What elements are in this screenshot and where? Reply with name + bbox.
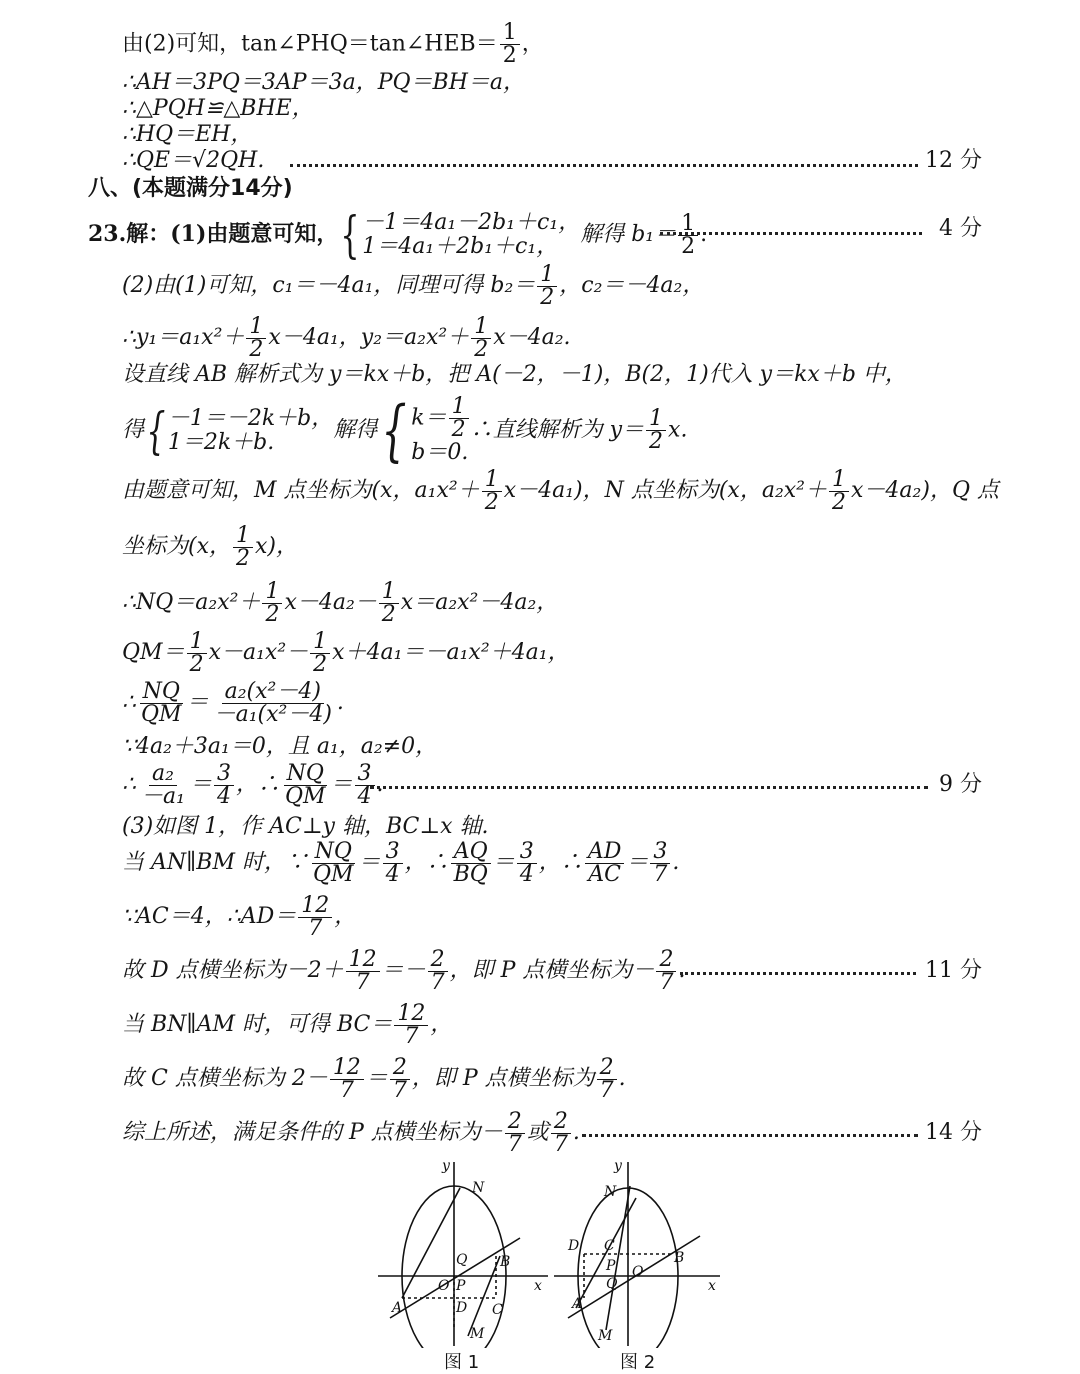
- fraction: [211, 678, 335, 727]
- text: x－4a₂－: [284, 590, 377, 615]
- denominator: 2: [236, 545, 250, 571]
- line-mn: [122, 466, 999, 516]
- equals: ＝: [189, 772, 212, 797]
- numerator: 3: [517, 841, 537, 864]
- numerator: 12: [298, 895, 332, 918]
- text: .: [678, 958, 686, 983]
- text: .: [672, 850, 680, 875]
- text: x－4a₁，y₂＝a₂x²＋: [268, 325, 470, 350]
- fraction: [597, 1054, 617, 1103]
- text: .: [700, 222, 708, 247]
- text: .: [336, 690, 344, 715]
- label-b: B: [674, 1250, 685, 1266]
- line-y: [122, 314, 571, 362]
- denominator: 2: [249, 336, 264, 362]
- fraction: [138, 760, 188, 809]
- equation: 1＝4a₁＋2b₁＋c₁，: [362, 234, 559, 259]
- text: 坐标为(x，: [122, 534, 231, 559]
- text: .: [572, 1120, 580, 1145]
- text: ＝: [365, 1066, 388, 1091]
- fraction: [138, 678, 185, 727]
- fraction: [282, 760, 329, 809]
- numerator: 3: [650, 841, 670, 864]
- text: 解得 b₁＝: [580, 222, 677, 247]
- denominator: QM: [141, 701, 182, 727]
- dot-leader: [582, 1134, 918, 1137]
- equals: ＝: [330, 772, 353, 797]
- denominator: 7: [355, 969, 370, 995]
- numerator: 1: [233, 525, 253, 548]
- denominator: 7: [392, 1077, 407, 1103]
- denominator: 7: [308, 915, 323, 941]
- numerator: 1: [187, 631, 207, 654]
- score-11: 11 分: [925, 958, 982, 983]
- label-b: B: [500, 1254, 511, 1270]
- score-12: 12 分: [925, 148, 982, 173]
- label-x: x: [708, 1278, 716, 1294]
- numerator: 1: [829, 469, 849, 492]
- line-bn-am: [122, 1000, 452, 1050]
- text: (2)由(1)可知，c₁＝－4a₁，同理可得 b₂＝: [122, 273, 536, 298]
- text: 得: [122, 417, 145, 443]
- numerator: a₂: [149, 763, 177, 786]
- numerator: 1: [449, 396, 469, 419]
- line-qe: ∴QE＝√2QH.: [122, 148, 265, 173]
- text: 综上所述，满足条件的 P 点横坐标为－: [122, 1120, 503, 1145]
- denominator: 2: [451, 417, 466, 442]
- text: x＋4a₁＝－a₁x²＋4a₁，: [332, 640, 570, 665]
- numerator: AQ: [451, 841, 491, 864]
- fraction: [346, 946, 380, 995]
- text: ，: [521, 31, 544, 57]
- denominator: QM: [312, 861, 354, 887]
- numerator: 2: [505, 1111, 525, 1134]
- text: ，: [430, 1012, 453, 1037]
- fraction: [585, 838, 625, 887]
- denominator: 2: [313, 651, 328, 677]
- fraction: [537, 261, 557, 310]
- text: ＝－: [381, 958, 426, 983]
- score-14: 14 分: [925, 1120, 982, 1145]
- fraction: [262, 578, 282, 627]
- denominator: 7: [659, 969, 674, 995]
- dot-leader: [680, 972, 916, 975]
- fraction: [517, 838, 537, 887]
- numerator: 1: [310, 631, 330, 654]
- numerator: NQ: [312, 841, 355, 864]
- equation-system: [411, 396, 470, 465]
- text: ，∴: [235, 772, 280, 797]
- denominator: 2: [484, 489, 499, 515]
- denominator: －a₁(x²－4): [213, 701, 332, 727]
- text: x－a₁x²－: [208, 640, 309, 665]
- equation: [411, 396, 470, 441]
- denominator: 2: [474, 336, 489, 362]
- fraction: [246, 313, 266, 362]
- line-congruent: ∴△PQH≌△BHE，: [122, 96, 314, 121]
- numerator: 1: [379, 581, 399, 604]
- line-ratio-result: [122, 760, 384, 810]
- line-tan: [122, 22, 544, 67]
- line-c-x: [122, 1054, 626, 1104]
- numerator: 1: [482, 469, 502, 492]
- text: x－4a₁)，N 点坐标为(x，a₂x²＋: [503, 478, 828, 503]
- label-m: M: [598, 1328, 613, 1344]
- denominator: 4: [216, 783, 231, 809]
- equals: ＝: [492, 850, 515, 875]
- denominator: 7: [653, 861, 668, 887]
- dot-leader: [370, 786, 928, 789]
- denominator: 2: [502, 43, 517, 68]
- text: ，∴: [538, 850, 583, 875]
- numerator: 1: [500, 22, 520, 45]
- numerator: 12: [346, 949, 380, 972]
- line-ab: 设直线 AB 解析式为 y＝kx＋b，把 A(－2，－1)，B(2，1)代入 y＝kx＋b 中，: [122, 362, 907, 387]
- label-a: A: [572, 1296, 583, 1312]
- label-c: C: [604, 1238, 615, 1254]
- text: .: [376, 772, 384, 797]
- text: ，即 P 点横坐标为－: [449, 958, 655, 983]
- brace: {: [340, 206, 360, 264]
- text: 由题意可知，M 点坐标为(x，a₁x²＋: [122, 478, 480, 503]
- fraction: [390, 1054, 410, 1103]
- denominator: 2: [265, 601, 280, 627]
- line-hq: ∴HQ＝EH，: [122, 122, 253, 147]
- equation-system: [168, 407, 333, 455]
- fraction: [551, 1108, 571, 1157]
- line-solve-k: [122, 391, 688, 469]
- numerator: AD: [585, 841, 625, 864]
- denominator: 7: [599, 1077, 614, 1103]
- denominator: 2: [381, 601, 396, 627]
- label-y: y: [614, 1158, 622, 1174]
- fraction: [214, 760, 234, 809]
- q23-part1: [88, 206, 708, 264]
- denominator: 7: [507, 1131, 522, 1157]
- denominator: 7: [339, 1077, 354, 1103]
- text: 解得: [333, 417, 378, 443]
- numerator: a₂(x²－4): [222, 681, 324, 704]
- numerator: 3: [355, 763, 375, 786]
- text: 由(2)可知，tan∠PHQ＝tan∠HEB＝: [122, 31, 498, 57]
- numerator: 2: [551, 1111, 571, 1134]
- numerator: NQ: [284, 763, 327, 786]
- line-an: [402, 1188, 460, 1298]
- text: .: [618, 1066, 626, 1091]
- denominator: 2: [681, 233, 696, 259]
- text: 当 BN∥AM 时，可得 BC＝: [122, 1012, 393, 1037]
- numerator: 3: [214, 763, 234, 786]
- label-n: N: [472, 1180, 485, 1196]
- fraction: [233, 522, 253, 571]
- line-part3: (3)如图 1，作 AC⊥y 轴，BC⊥x 轴.: [122, 814, 489, 839]
- fraction: [428, 946, 448, 995]
- fraction: [298, 892, 332, 941]
- line-c1: [122, 262, 704, 310]
- fraction: [449, 396, 469, 441]
- text: ∵AC＝4，∴AD＝: [122, 904, 297, 929]
- fraction: [505, 1108, 525, 1157]
- label-x: x: [534, 1278, 542, 1294]
- denominator: AC: [588, 861, 621, 887]
- score-9: 9 分: [939, 772, 982, 797]
- equation: b＝0.: [411, 440, 469, 465]
- numerator: 1: [246, 316, 266, 339]
- fraction: [678, 210, 698, 259]
- fraction: [471, 313, 491, 362]
- denominator: QM: [284, 783, 326, 809]
- line-condition: ∵4a₂＋3a₁＝0，且 a₁，a₂≠0，: [122, 734, 438, 759]
- score-4: 4 分: [939, 216, 982, 241]
- label-m: M: [470, 1326, 485, 1342]
- line-ad: [122, 892, 356, 942]
- brace: {: [146, 401, 166, 460]
- line-ah: ∴AH＝3PQ＝3AP＝3a，PQ＝BH＝a，: [122, 70, 526, 95]
- section-heading: 八、(本题满分14分): [88, 176, 293, 201]
- label-y: y: [442, 1158, 450, 1174]
- numerator: 1: [646, 408, 666, 431]
- denominator: 4: [357, 783, 372, 809]
- fraction: [310, 838, 357, 887]
- numerator: 1: [471, 316, 491, 339]
- line-nq: [122, 578, 558, 628]
- figure-2: [550, 1158, 732, 1348]
- dot-leader: [660, 232, 922, 235]
- numerator: 12: [330, 1057, 364, 1080]
- line-q-coord: [122, 522, 298, 572]
- label-o: O: [632, 1264, 644, 1280]
- numerator: 1: [537, 264, 557, 287]
- label-p: P: [606, 1258, 616, 1274]
- label-o: O: [438, 1278, 450, 1294]
- text: ，: [334, 904, 357, 929]
- fraction: [656, 946, 676, 995]
- line-an-bm: [122, 838, 679, 888]
- label-c: C: [492, 1302, 503, 1318]
- numerator: 2: [428, 949, 448, 972]
- line-ratio: [122, 678, 344, 728]
- text: 当 AN∥BM 时，∵: [122, 850, 308, 875]
- numerator: 1: [678, 213, 698, 236]
- label-d: D: [568, 1238, 580, 1254]
- text: ，c₂＝－4a₂，: [559, 273, 705, 298]
- fraction: [330, 1054, 364, 1103]
- denominator: 2: [649, 429, 664, 454]
- line-summary: [122, 1108, 580, 1158]
- text: 故 C 点横坐标为 2－: [122, 1066, 328, 1091]
- text: x.: [668, 417, 688, 443]
- dot-leader: [290, 164, 918, 167]
- fraction: [310, 628, 330, 677]
- figure-2-caption: 图 2: [620, 1352, 656, 1373]
- denominator: －a₁: [141, 783, 185, 809]
- equals: ＝: [358, 850, 381, 875]
- fraction: [829, 466, 849, 515]
- numerator: 1: [262, 581, 282, 604]
- fraction: [482, 466, 502, 515]
- fraction: [451, 838, 491, 887]
- equation: 1＝2k＋b.: [167, 429, 275, 455]
- equals: ＝: [186, 690, 209, 715]
- fraction: [379, 578, 399, 627]
- numerator: 12: [394, 1003, 428, 1026]
- text: 故 D 点横坐标为－2＋: [122, 958, 344, 983]
- line-d-x: [122, 946, 685, 996]
- brace: {: [381, 391, 407, 469]
- text: k＝: [411, 405, 447, 431]
- denominator: 2: [832, 489, 847, 515]
- text: x＝a₂x²－4a₂，: [400, 590, 559, 615]
- text: ∴: [122, 690, 136, 715]
- denominator: BQ: [453, 861, 488, 887]
- text: x－4a₂)，Q 点: [851, 478, 999, 503]
- fraction: [394, 1000, 428, 1049]
- text: ，即 P 点横坐标为: [411, 1066, 595, 1091]
- numerator: 3: [383, 841, 403, 864]
- text: 或: [526, 1120, 549, 1145]
- fraction: [187, 628, 207, 677]
- equation: －1＝4a₁－2b₁＋c₁，: [362, 210, 581, 235]
- fraction: [383, 838, 403, 887]
- fraction: [646, 408, 666, 453]
- numerator: 2: [597, 1057, 617, 1080]
- text: ∴: [122, 772, 136, 797]
- equation: －1＝－2k＋b，: [167, 405, 334, 431]
- fraction: [355, 760, 375, 809]
- figure-1: [372, 1158, 552, 1348]
- equals: ＝: [626, 850, 649, 875]
- label-a: A: [392, 1300, 403, 1316]
- label-q: Q: [456, 1252, 468, 1268]
- label-d: D: [456, 1300, 468, 1316]
- text: ∴直线解析为 y＝: [470, 417, 645, 443]
- label-p: P: [456, 1278, 466, 1294]
- text: x－4a₂.: [493, 325, 571, 350]
- numerator: 2: [390, 1057, 410, 1080]
- numerator: NQ: [140, 681, 183, 704]
- label-q: Q: [606, 1276, 618, 1292]
- denominator: 7: [553, 1131, 568, 1157]
- denominator: 7: [404, 1023, 419, 1049]
- denominator: 4: [519, 861, 534, 887]
- text: QM＝: [122, 640, 185, 665]
- text: ∴y₁＝a₁x²＋: [122, 325, 245, 350]
- denominator: 2: [540, 284, 555, 310]
- numerator: 2: [656, 949, 676, 972]
- text: x)，: [255, 534, 298, 559]
- denominator: 7: [430, 969, 445, 995]
- text: ，∴: [404, 850, 449, 875]
- line-qm: [122, 628, 570, 678]
- denominator: 2: [189, 651, 204, 677]
- fraction: [650, 838, 670, 887]
- figure-1-caption: 图 1: [444, 1352, 480, 1373]
- text: 23.解：(1)由题意可知，: [88, 221, 339, 247]
- fraction: [500, 22, 520, 67]
- text: ∴NQ＝a₂x²＋: [122, 590, 261, 615]
- label-n: N: [604, 1184, 617, 1200]
- denominator: 4: [385, 861, 400, 887]
- equation-system: [362, 211, 580, 259]
